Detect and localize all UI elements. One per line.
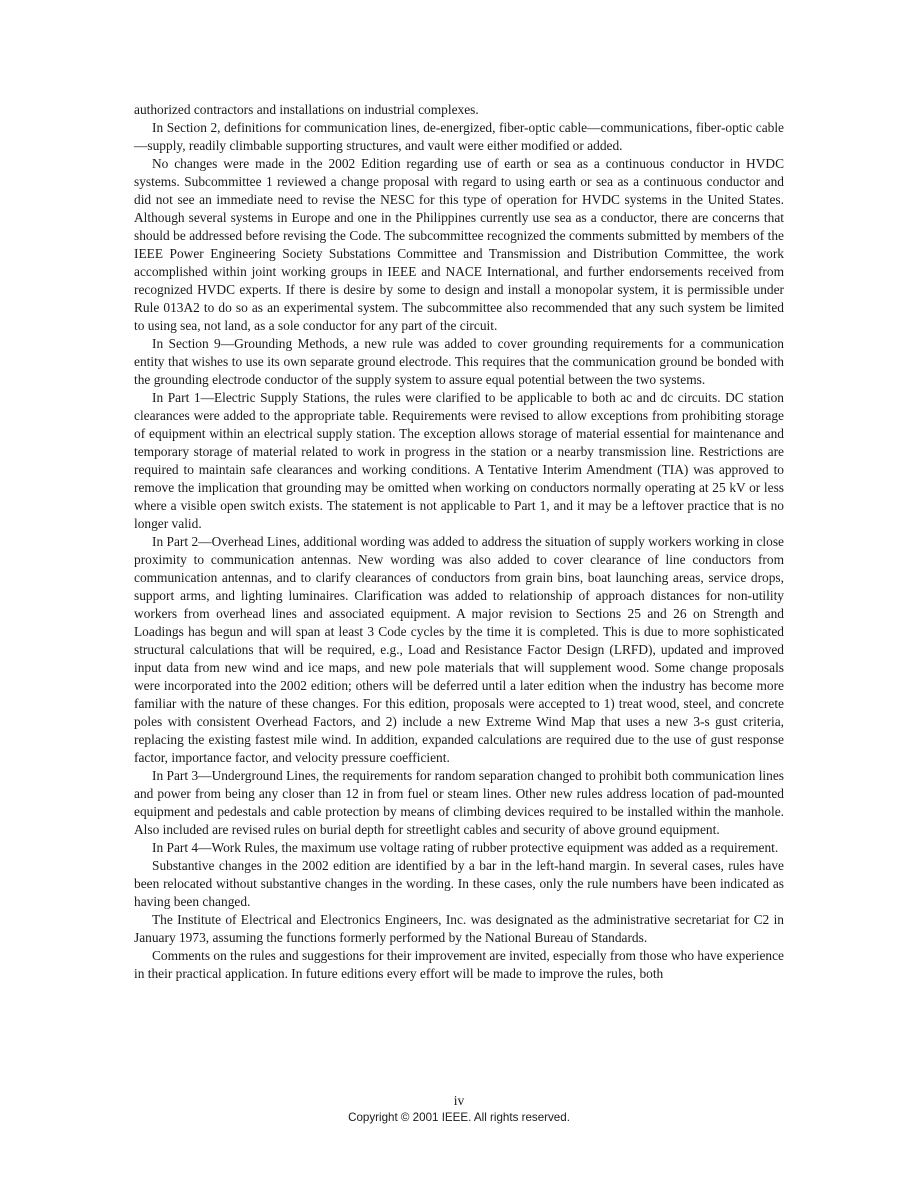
paragraph: Comments on the rules and suggestions for their improvement are invited, especially from those who have experience in their practical application. In future editions every effort will be made to improve the rules, both: [134, 948, 784, 981]
paragraph: In Section 9—Grounding Methods, a new rule was added to cover grounding requirements for a communication entity that wishes to use its own separate ground electrode. This requires that the communication ground be bonded with the grounding electrode conductor of the supply system to assure equal potential between the two systems.: [134, 336, 784, 387]
paragraph: In Part 1—Electric Supply Stations, the rules were clarified to be applicable to both ac and dc circuits. DC station clearances were added to the appropriate table. Requirements were revised to allow exceptions from prohibiting storage of equipment within an electrical supply station. The exception allows storage of material essential for maintenance and temporary storage of material related to work in progress in the station or a nearby transmission line. Restrictions are required to maintain safe clearances and working conditions. A Tentative Interim Amendment (TIA) was approved to remove the implication that grounding may be omitted when working on conductors normally operating at 25 kV or less where a visible open switch exists. The statement is not applicable to Part 1, and it may be a leftover practice that is no longer valid.: [134, 390, 784, 531]
body-text: [134, 101, 784, 983]
paragraph: authorized contractors and installations on industrial complexes.: [134, 102, 479, 117]
paragraph: In Part 3—Underground Lines, the requirements for random separation changed to prohibit both communication lines and power from being any closer than 12 in from fuel or steam lines. Other new rules address location of pad-mounted equipment and pedestals and cable protection by means of climbing devices required to be installed within the manhole. Also included are revised rules on burial depth for streetlight cables and security of above ground equipment.: [134, 768, 784, 837]
paragraph: In Part 4—Work Rules, the maximum use voltage rating of rubber protective equipment was added as a requirement.: [152, 840, 779, 855]
paragraph: Substantive changes in the 2002 edition are identified by a bar in the left-hand margin. In several cases, rules have been relocated without substantive changes in the wording. In these cases, only the rule numbers have been indicated as having been changed.: [134, 858, 784, 909]
paragraph: In Section 2, definitions for communication lines, de-energized, fiber-optic cable—communications, fiber-optic cable—supply, readily climbable supporting structures, and vault were either modified or added.: [134, 120, 784, 153]
page-number: iv: [453, 1093, 465, 1108]
paragraph: In Part 2—Overhead Lines, additional wording was added to address the situation of supply workers working in close proximity to communication antennas. New wording was also added to cover clearance of line conductors from communication antennas, and to clarify clearances of conductors from grain bins, boat launching areas, service drops, support arms, and lighting luminaires. Clarification was added to relationship of approach distances for non-utility workers from overhead lines and associated equipment. A major revision to Sections 25 and 26 on Strength and Loadings has begun and will span at least 3 Code cycles by the time it is completed. This is due to more sophisticated structural calculations that will be required, e.g., Load and Resistance Factor Design (LRFD), updated and improved input data from new wind and ice maps, and new pole materials that will supplement wood. Some change proposals were incorporated into the 2002 edition; others will be deferred until a later edition when the industry has become more familiar with the nature of these changes. For this edition, proposals were accepted to 1) treat wood, steel, and concrete poles with consistent Overhead Factors, and 2) include a new Extreme Wind Map that uses a new 3-s gust criteria, replacing the existing fastest mile wind. In addition, expanded calculations are required due to the use of gust response factor, importance factor, and velocity pressure coefficient.: [134, 534, 784, 765]
paragraph: No changes were made in the 2002 Edition regarding use of earth or sea as a continuous conductor in HVDC systems. Subcommittee 1 reviewed a change proposal with regard to using earth or sea as a continuous conductor and did not see an immediate need to revise the NESC for this type of operation for HVDC systems in the United States. Although several systems in Europe and one in the Philippines currently use sea as a conductor, there are concerns that should be addressed before revising the Code. The subcommittee recognized the comments submitted by members of the IEEE Power Engineering Society Substations Committee and Transmission and Distribution Committee, the work accomplished within joint working groups in IEEE and NACE International, and further endorsements received from recognized HVDC experts. If there is desire by some to design and install a monopolar system, it is permissible under Rule 013A2 to do so as an experimental system. The subcommittee also recommended that any such system be limited to using sea, not land, as a sole conductor for any part of the circuit.: [134, 156, 784, 333]
copyright-footer: Copyright © 2001 IEEE. All rights reserved.: [348, 1111, 570, 1124]
paragraph: The Institute of Electrical and Electronics Engineers, Inc. was designated as the administrative secretariat for C2 in January 1973, assuming the functions formerly performed by the National Bureau of Standards.: [134, 912, 784, 945]
